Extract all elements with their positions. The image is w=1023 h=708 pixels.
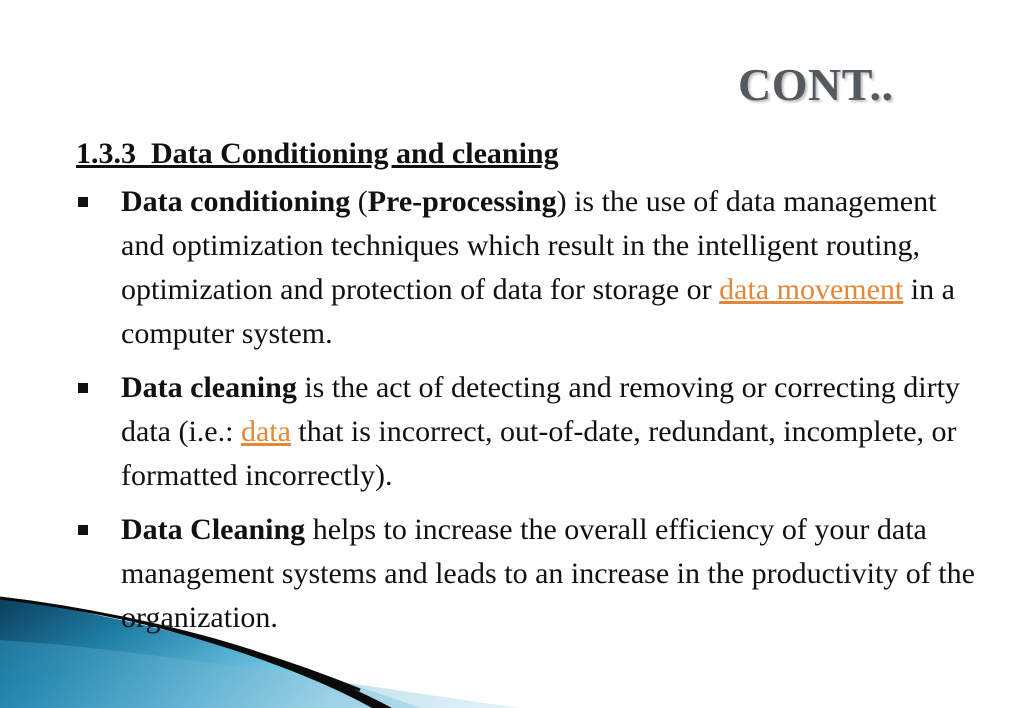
bullet-text: is the act of detecting and removing or correcting dirty data (i.e.: bbox=[121, 371, 960, 448]
term-data-cleaning: Data cleaning bbox=[121, 371, 297, 404]
link-data[interactable]: data bbox=[240, 415, 291, 448]
bullet-item-data-cleaning-benefits bbox=[76, 508, 976, 640]
bullet-text: ( bbox=[350, 185, 368, 218]
bullet-item-data-cleaning bbox=[76, 366, 976, 498]
bullet-text: that is incorrect, out-of-date, redundant, incomplete, or formatted incorrectly). bbox=[121, 415, 957, 492]
bullet-item-data-conditioning bbox=[76, 180, 976, 356]
bullet-text: helps to increase the overall efficiency of your data management systems and leads to an increase in the productivity of the organization. bbox=[121, 513, 975, 634]
slide-title: CONT.. bbox=[738, 59, 894, 110]
bullet-list bbox=[76, 180, 976, 650]
square-bullet-icon bbox=[78, 525, 88, 535]
square-bullet-icon bbox=[78, 383, 88, 393]
bullet-text: ) is the use of data management and optimization techniques which result in the intelligent routing, optimization and protection of data for storage or bbox=[121, 185, 937, 306]
section-heading: 1.3.3 Data Conditioning and cleaning bbox=[76, 137, 559, 170]
term-pre-processing: Pre-processing bbox=[367, 185, 557, 218]
square-bullet-icon bbox=[78, 197, 88, 207]
term-data-conditioning: Data conditioning bbox=[121, 185, 351, 218]
term-data-cleaning-capitalized: Data Cleaning bbox=[121, 513, 306, 546]
link-data-movement[interactable]: data movement bbox=[719, 273, 904, 306]
bullet-text: in a computer system. bbox=[121, 273, 955, 350]
